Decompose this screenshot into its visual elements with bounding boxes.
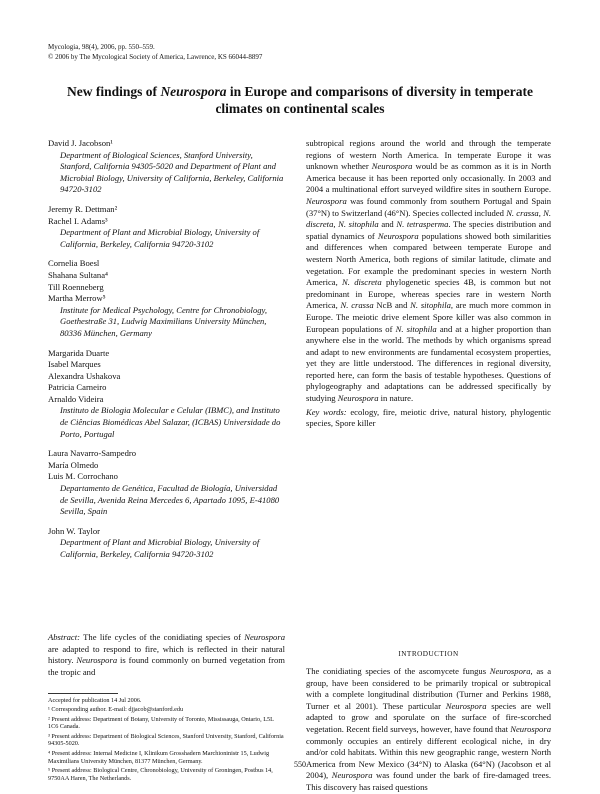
- author-list: [48, 138, 285, 569]
- abstract-text: The life cycles of the conidiating species of Neurospora are adapted to respond to fire, which is reflected in their natural history. Neurospora is found commonly on burned vegetation from the tropic and: [48, 632, 285, 677]
- author-affiliation: Department of Biological Sciences, Stanford University, Stanford, California 94305-5020 and Department of Plant and Microbial Biology, University of California, Berkeley, California 94720-3102: [60, 149, 284, 195]
- author-name: Arnaldo Videira: [48, 393, 104, 404]
- abstract-continued: [306, 138, 551, 430]
- abstract-label: Abstract:: [48, 632, 80, 642]
- page-number: 550: [294, 760, 306, 769]
- abstract-continued-text: subtropical regions around the world and through the temperate regions of western North America. In temperate Europe it was unknown whether Neurospora would be as common as it is in North America because it has been reported only occasionally. In 2003 and 2004 a multinational effort surveyed wildfire sites in southern Europe. Neurospora was found commonly from southern Portugal and Spain (37°N) to Switzerland (46°N). Species collected included N. crassa, N. discreta, N. sitophila and N. tetrasperma. The species distribution and spatial dynamics of Neurospora populations showed both similarities and differences when compared between temperate Europe and western North America, both regions of similar latitude, climate and vegetation. For example the predominant species in western North America, N. discreta phylogenetic species 4B, is common but not predominant in Europe, whereas species rare in western North America, N. crassa NcB and N. sitophila, are much more common in Europe. The meiotic drive element Spore killer was also common in European populations of N. sitophila and at a higher proportion than anywhere else in the world. The methods by which organisms spread and adapt to new environments are fundamental ecosystem properties, yet they are little understood. The differences in regional diversity, reported here, can form the basis of testable hypotheses. Questions of phylogeography and adaptations can be addressed specifically by studying Neurospora in nature.: [306, 138, 552, 404]
- footnote: ¹ Corresponding author. E-mail: djjacob@stanford.edu: [48, 706, 184, 714]
- author-name: Cornelia Boesl: [48, 258, 100, 269]
- author-affiliation: Department of Plant and Microbial Biology, University of California, Berkeley, California 94720-3102: [60, 227, 260, 249]
- author-name: Till Roenneberg: [48, 281, 104, 292]
- keywords-text: ecology, fire, meiotic drive, natural history, phylogentic species, Spore killer: [306, 406, 551, 429]
- author-name: John W. Taylor: [48, 525, 100, 536]
- keywords: [306, 407, 551, 430]
- author-affiliation: Institute for Medical Psychology, Centre for Chronobiology, Goethestraße 31, Ludwig Maximilians University München, 80336 München, Germany: [60, 304, 268, 338]
- author-name: Margarida Duarte: [48, 347, 110, 358]
- author-name: Luis M. Corrochano: [48, 471, 118, 482]
- author-name: María Olmedo: [48, 459, 99, 470]
- author-name: Rachel I. Adams³: [48, 215, 108, 226]
- author-name: Martha Merrow⁵: [48, 293, 106, 304]
- footnote: Accepted for publication 14 Jul 2006.: [48, 697, 142, 704]
- author-name: David J. Jacobson¹: [48, 138, 113, 148]
- keywords-label: Key words:: [306, 406, 347, 417]
- introduction-text: The conidiating species of the ascomycete fungus Neurospora, as a group, have been considered to be primarily tropical or subtropical with a complete longitudinal distribution (Turner and Perkins 1988, Turner et al 2001). These particular Neurospora species are well adapted to grow and sporulate on the surface of fire-scorched vegetation. Recent field surveys, however, have found that Neurospora commonly occupies an entirely different ecological niche, in dry and/or cold habitats. Within this new geographic range, western North America from New Mexico (34°N) to Alaska (64°N) (Jacobson et al 2004), Neurospora was found under the bark of fire-damaged trees. This discovery has raised questions: [306, 666, 552, 792]
- author-name: Alexandra Ushakova: [48, 370, 121, 381]
- abstract: [48, 632, 285, 678]
- article-title: New findings of Neurospora in Europe and comparisons of diversity in temperate climates on continental scales: [67, 84, 533, 116]
- author-name: Jeremy R. Dettman²: [48, 203, 118, 214]
- citation-line: Mycologia, 98(4), 2006, pp. 550–559.: [48, 43, 155, 51]
- footnote: ² Present address: Department of Botany, University of Toronto, Mississauga, Ontario, L5L 1C6 Canada.: [48, 715, 274, 731]
- footnote: ⁴ Present address: Internal Medicine I, Klinikum Grosshadern Marchioninistr 15, Ludwig Maximilians University München, 81377 München, Germany.: [48, 749, 270, 765]
- journal-header: [48, 42, 262, 62]
- author-name: Isabel Marques: [48, 359, 101, 370]
- copyright-line: © 2006 by The Mycological Society of America, Lawrence, KS 66044-8897: [48, 53, 263, 61]
- author-affiliation: Instituto de Biologia Molecular e Celular (IBMC), and Instituto de Ciências Biomédicas Abel Salazar, (ICBAS) Universidade do Porto, Portugal: [60, 405, 281, 439]
- footnotes: [48, 697, 285, 784]
- author-affiliation: Departamento de Genética, Facultad de Biología, Universidad de Sevilla, Avenida Reina Mercedes 6, Apartado 1095, E-41080 Sevilla, Spain: [60, 483, 280, 517]
- author-name: Patricia Carneiro: [48, 382, 107, 393]
- footnote: ⁵ Present address: Biological Centre, Chronobiology, University of Groningen, Postbus 14, 9750AA Haren, The Netherlands.: [48, 766, 273, 782]
- author-name: Laura Navarro-Sampedro: [48, 448, 137, 459]
- author-affiliation: Department of Plant and Microbial Biology, University of California, Berkeley, California 94720-3102: [60, 537, 260, 559]
- author-name: Shahana Sultana⁴: [48, 269, 109, 280]
- footnote-rule: [48, 693, 118, 694]
- introduction-heading: INTRODUCTION: [398, 650, 459, 658]
- footnote: ³ Present address: Department of Biological Sciences, Stanford University, Stanford, California 94305-5020.: [48, 732, 284, 748]
